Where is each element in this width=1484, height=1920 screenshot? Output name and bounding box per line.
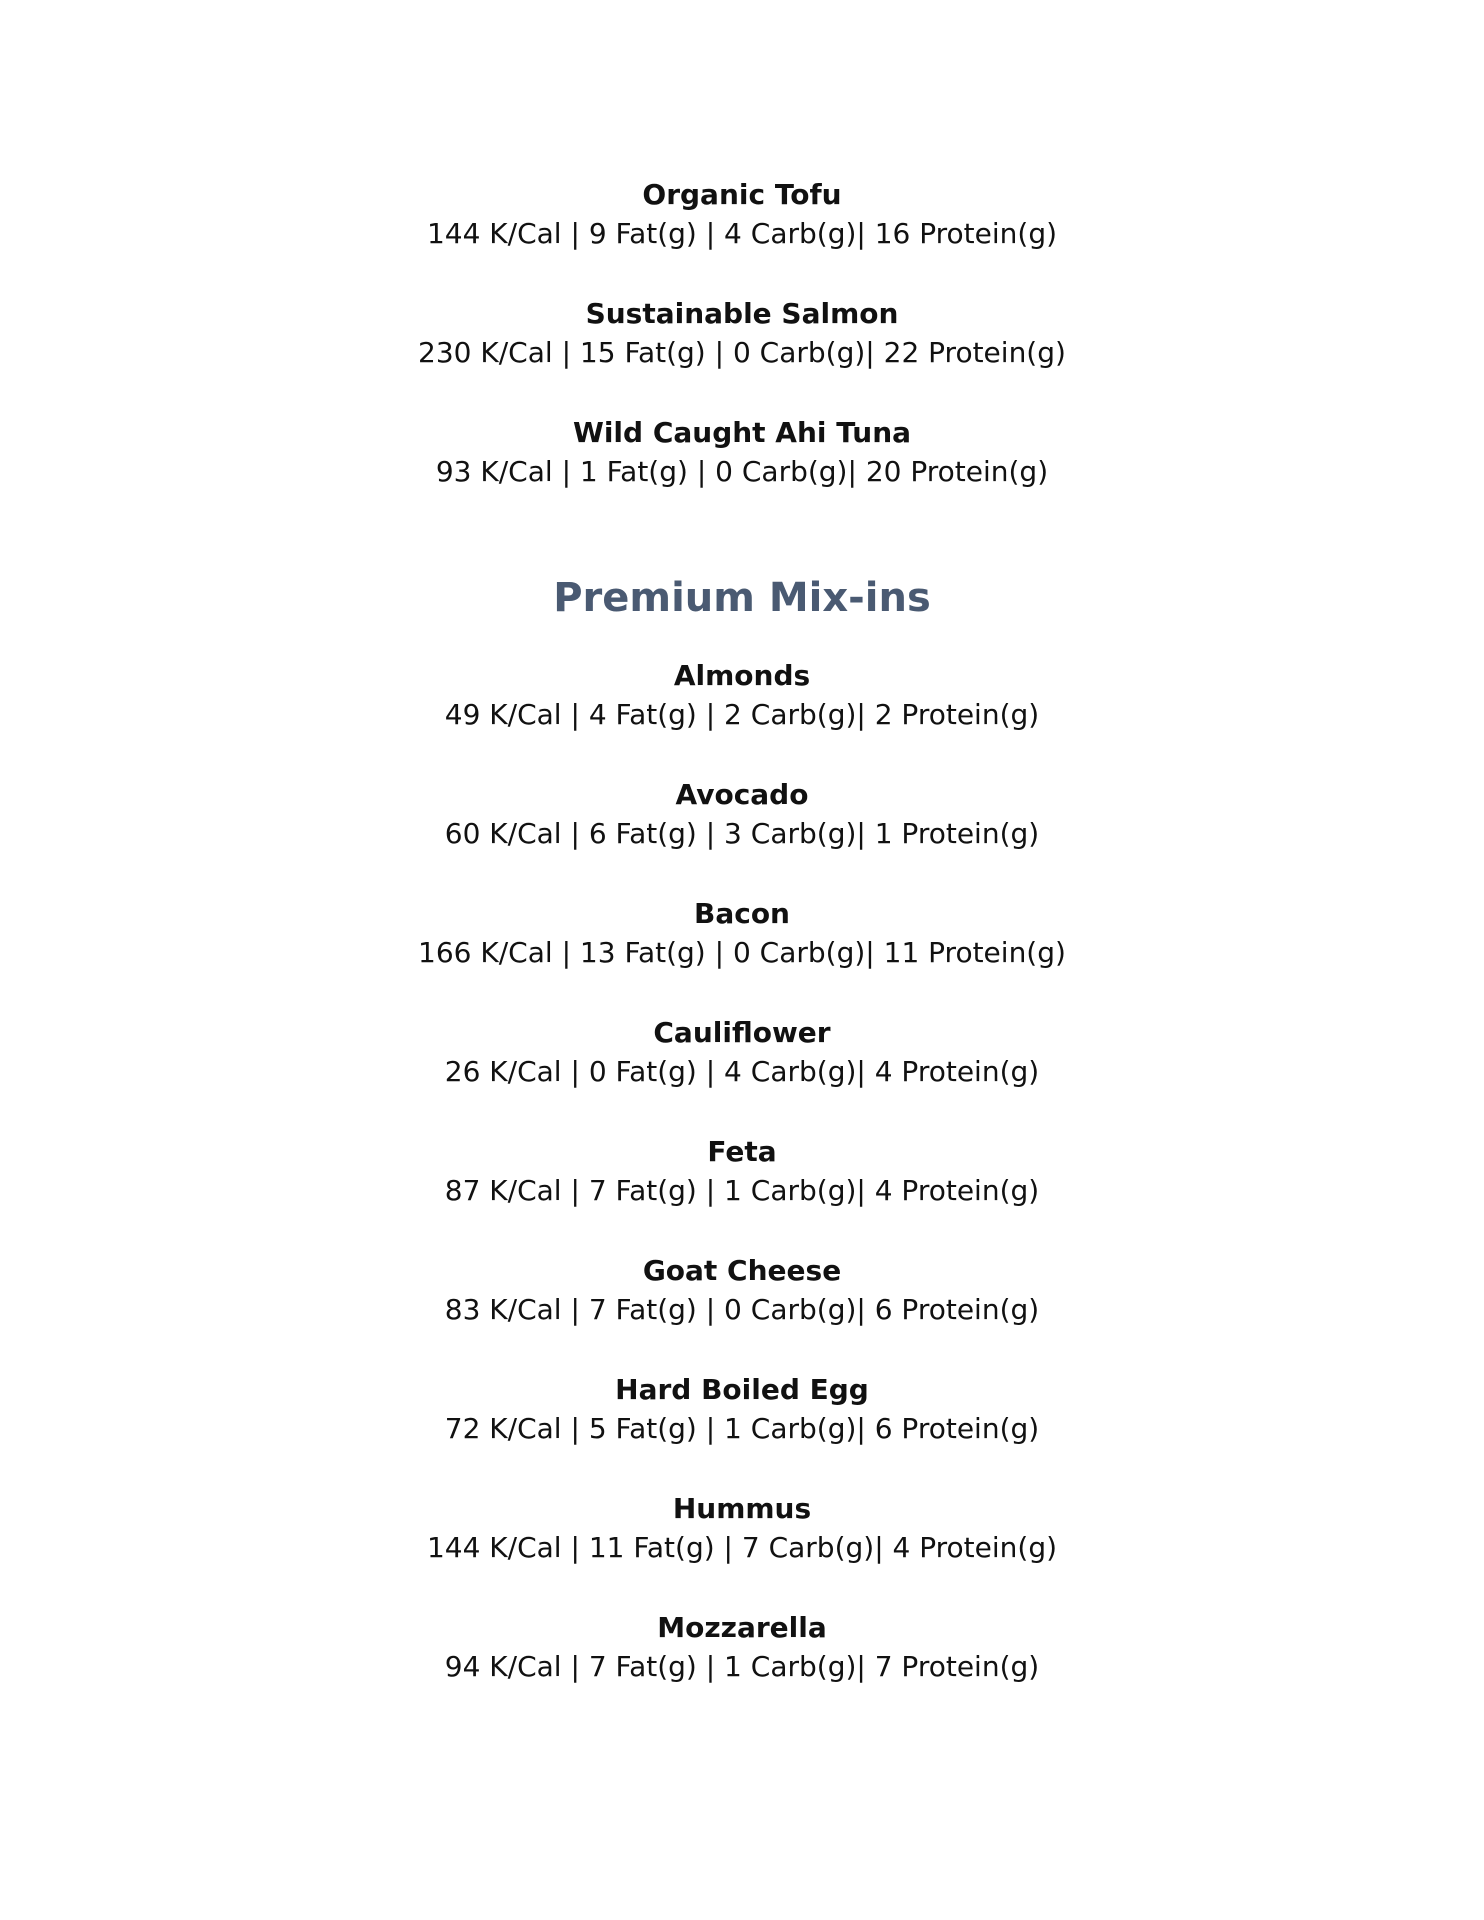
item-nutrition: 230 K/Cal | 15 Fat(g) | 0 Carb(g)| 22 Protein(g) [418,336,1066,369]
item-name: Feta [707,1135,777,1168]
item-nutrition: 93 K/Cal | 1 Fat(g) | 0 Carb(g)| 20 Protein(g) [435,455,1049,488]
item-name: Almonds [673,659,811,692]
menu-item-mozzarella [0,1609,1484,1687]
item-name: Wild Caught Ahi Tuna [572,416,912,449]
item-name: Organic Tofu [642,178,842,211]
menu-item-goat-cheese [0,1252,1484,1330]
item-nutrition: 144 K/Cal | 11 Fat(g) | 7 Carb(g)| 4 Protein(g) [426,1531,1058,1564]
menu-item-cauliflower [0,1014,1484,1092]
item-nutrition: 94 K/Cal | 7 Fat(g) | 1 Carb(g)| 7 Protein(g) [444,1650,1040,1683]
item-name: Avocado [675,778,809,811]
item-name: Hummus [672,1492,812,1525]
menu-item-sustainable-salmon [0,295,1484,373]
item-name: Hard Boiled Egg [615,1373,869,1406]
menu-item-organic-tofu [0,176,1484,254]
item-nutrition: 166 K/Cal | 13 Fat(g) | 0 Carb(g)| 11 Protein(g) [418,936,1066,969]
menu-item-hummus [0,1490,1484,1568]
section-heading-premium-mixins: Premium Mix-ins [553,575,931,621]
item-nutrition: 26 K/Cal | 0 Fat(g) | 4 Carb(g)| 4 Protein(g) [444,1055,1040,1088]
item-name: Mozzarella [657,1611,827,1644]
item-nutrition: 49 K/Cal | 4 Fat(g) | 2 Carb(g)| 2 Protein(g) [444,698,1040,731]
menu-item-wild-caught-ahi-tuna [0,414,1484,492]
item-name: Bacon [693,897,790,930]
item-nutrition: 60 K/Cal | 6 Fat(g) | 3 Carb(g)| 1 Protein(g) [444,817,1040,850]
item-nutrition: 87 K/Cal | 7 Fat(g) | 1 Carb(g)| 4 Protein(g) [444,1174,1040,1207]
menu-item-hard-boiled-egg [0,1371,1484,1449]
item-name: Sustainable Salmon [585,297,899,330]
item-name: Cauliflower [653,1016,831,1049]
menu-item-almonds [0,657,1484,735]
menu-item-feta [0,1133,1484,1211]
item-nutrition: 72 K/Cal | 5 Fat(g) | 1 Carb(g)| 6 Protein(g) [444,1412,1040,1445]
item-nutrition: 83 K/Cal | 7 Fat(g) | 0 Carb(g)| 6 Protein(g) [444,1293,1040,1326]
menu-item-avocado [0,776,1484,854]
item-nutrition: 144 K/Cal | 9 Fat(g) | 4 Carb(g)| 16 Protein(g) [426,217,1058,250]
menu-item-bacon [0,895,1484,973]
item-name: Goat Cheese [642,1254,842,1287]
